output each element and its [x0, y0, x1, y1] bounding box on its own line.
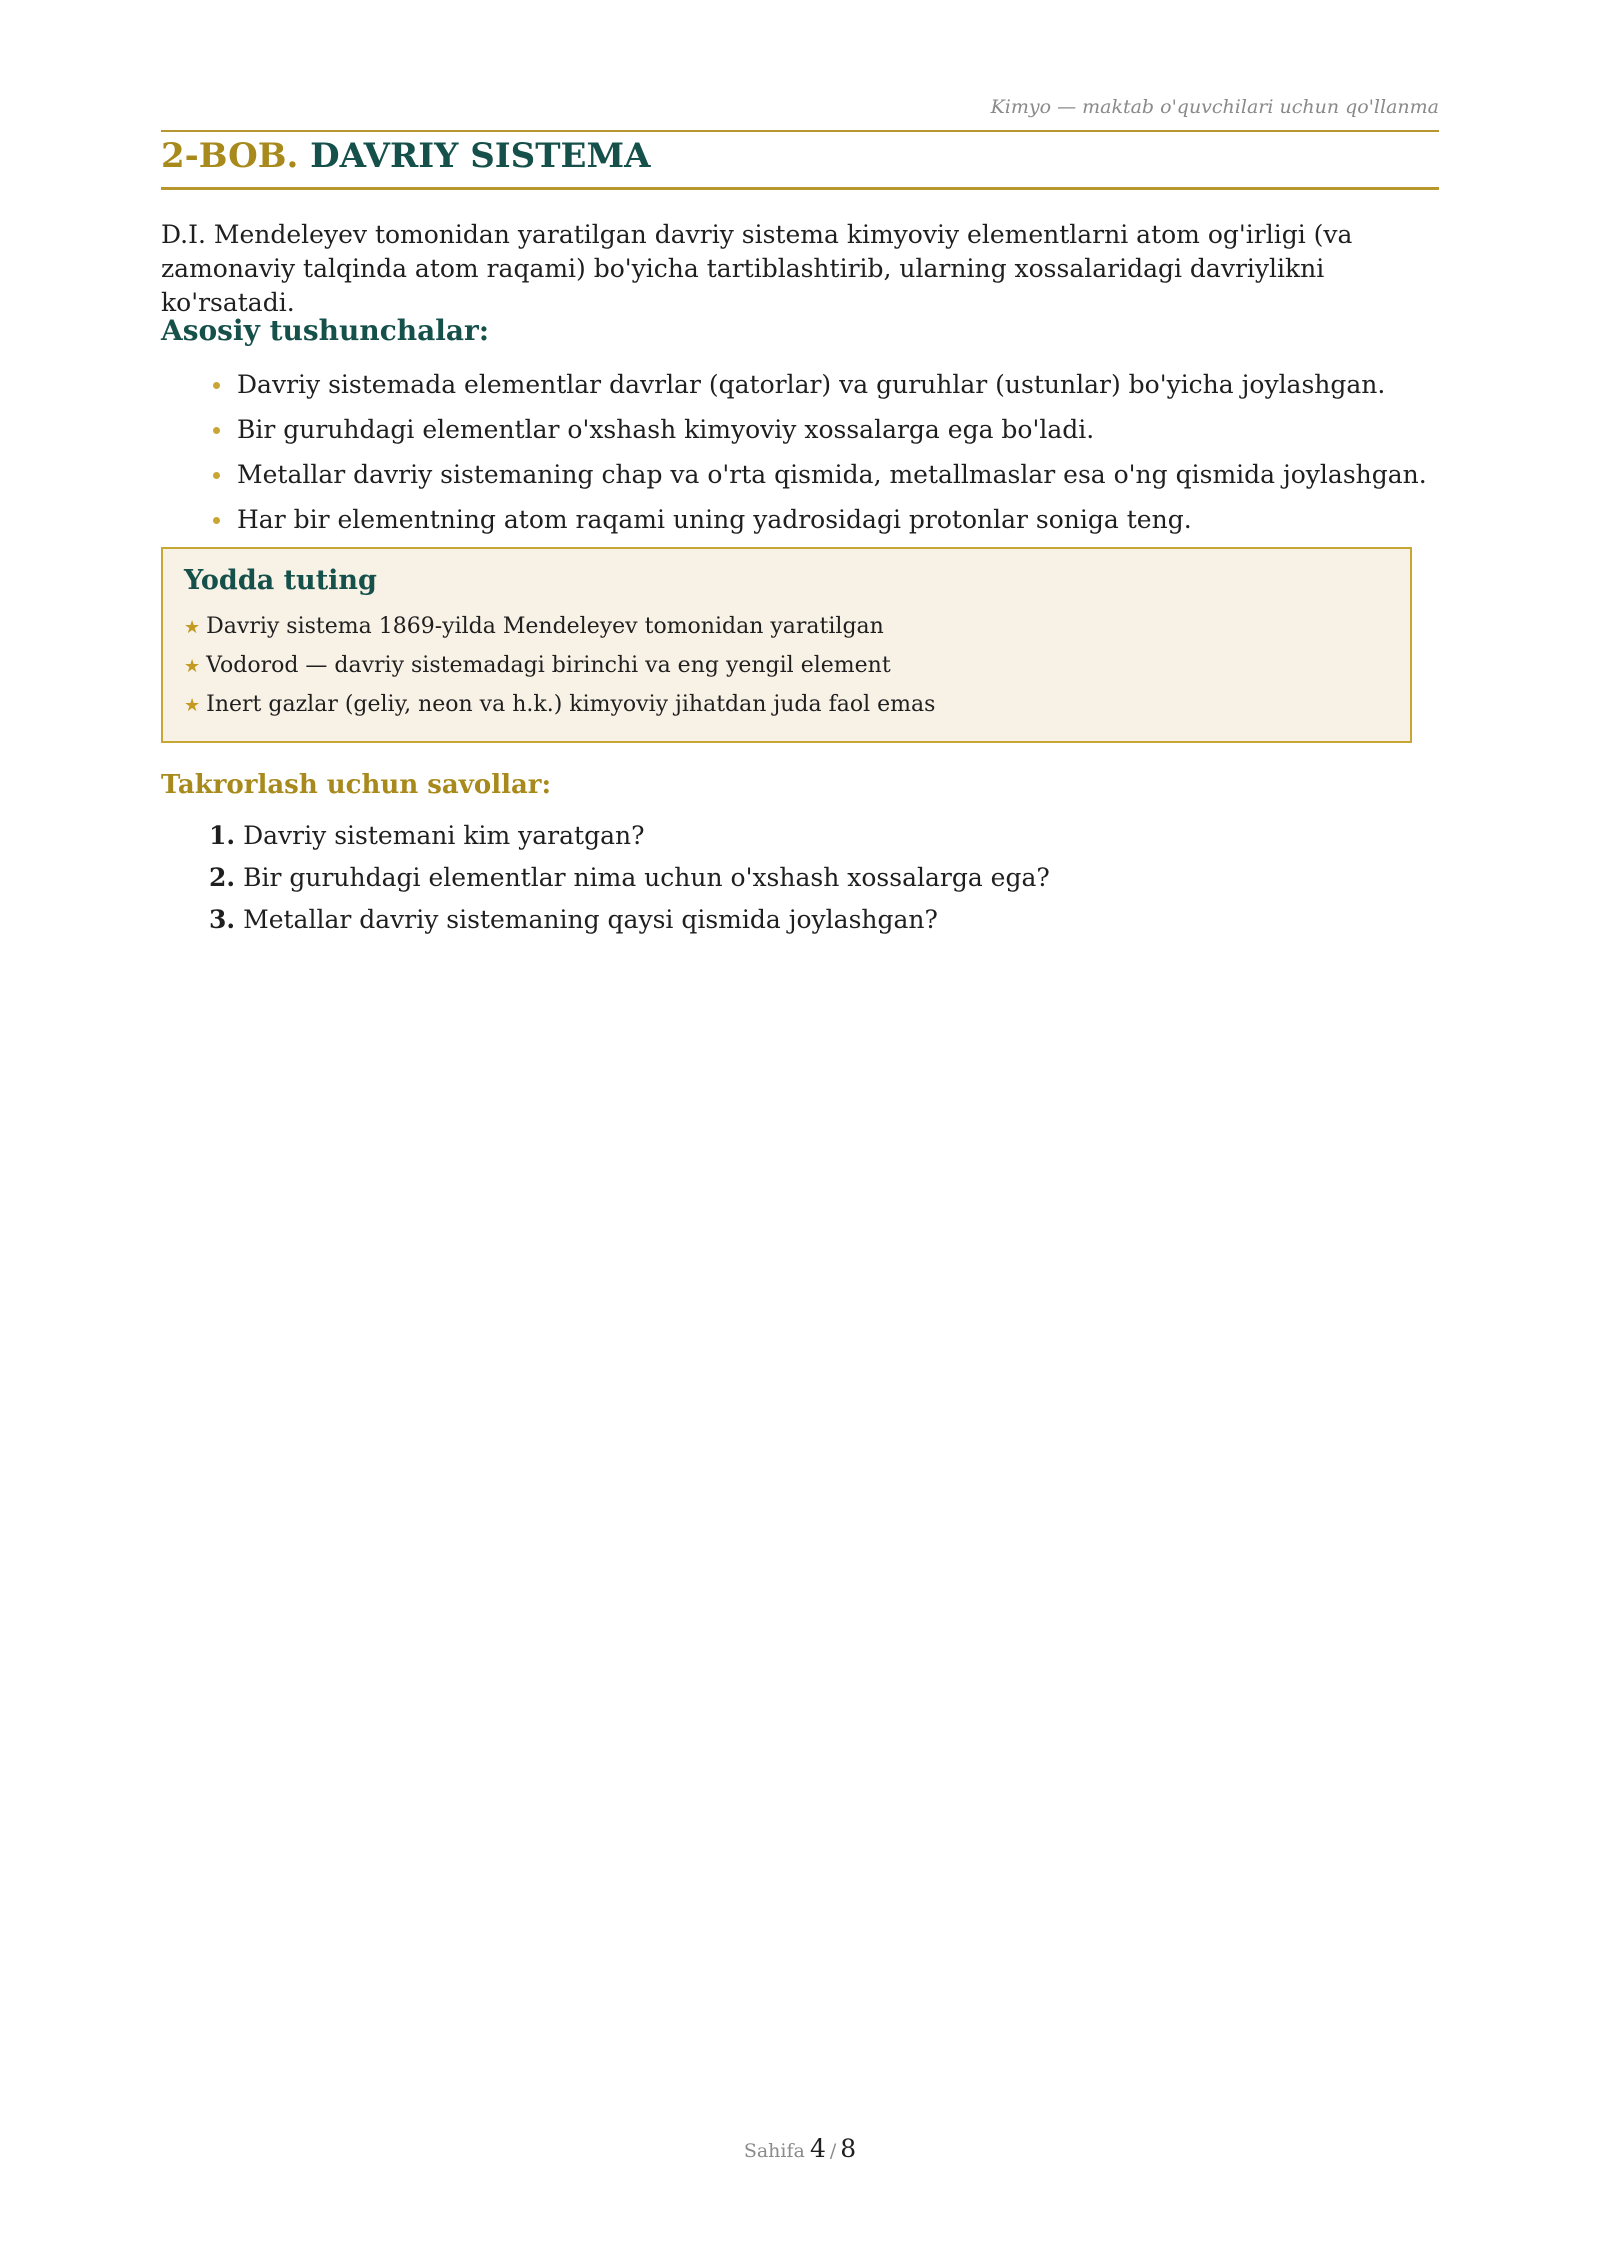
concept-text: Har bir elementning atom raqami uning yadrosidagi protonlar soniga teng.	[237, 505, 1192, 534]
page-separator: /	[829, 2140, 837, 2162]
remember-text: Davriy sistema 1869-yilda Mendeleyev tomonidan yaratilgan	[206, 614, 884, 639]
chapter-title	[161, 134, 650, 178]
question-text: Davriy sistemani kim yaratgan?	[243, 821, 645, 850]
concept-item	[211, 499, 1427, 544]
concept-text: Metallar davriy sistemaning chap va o'rta qismida, metallmaslar esa o'ng qismida joylashgan.	[237, 460, 1427, 489]
question-number: 2.	[209, 863, 236, 892]
question-text: Metallar davriy sistemaning qaysi qismida joylashgan?	[243, 905, 938, 934]
remember-item	[184, 686, 935, 725]
header-divider	[161, 130, 1439, 132]
running-header: Kimyo — maktab o'quvchilari uchun qo'llanma	[990, 96, 1439, 118]
page-label: Sahifa	[743, 2140, 805, 2162]
star-icon: ★	[184, 695, 201, 716]
page-total: 8	[840, 2134, 857, 2163]
concepts-list	[211, 364, 1427, 544]
concept-text: Davriy sistemada elementlar davrlar (qatorlar) va guruhlar (ustunlar) bo'yicha joylashgan.	[237, 370, 1386, 399]
concepts-heading: Asosiy tushunchalar:	[161, 314, 490, 347]
bullet-icon	[213, 427, 220, 434]
concept-item	[211, 454, 1427, 499]
chapter-number: 2-BOB.	[161, 136, 299, 176]
bullet-icon	[213, 382, 220, 389]
title-divider	[161, 187, 1439, 190]
question-item	[209, 858, 1050, 900]
page-current: 4	[809, 2134, 826, 2163]
question-number: 3.	[209, 905, 236, 934]
question-item	[209, 816, 1050, 858]
question-text: Bir guruhdagi elementlar nima uchun o'xshash xossalarga ega?	[243, 863, 1050, 892]
question-number: 1.	[209, 821, 236, 850]
intro-paragraph: D.I. Mendeleyev tomonidan yaratilgan davriy sistema kimyoviy elementlarni atom og'irligi (va zamonaviy talqinda atom raqami) bo'yicha tartiblashtirib, ularning xossalaridagi davriylikni ko'rsatadi.	[161, 220, 1353, 317]
remember-box	[161, 547, 1412, 743]
star-icon: ★	[184, 656, 201, 677]
remember-list	[184, 608, 935, 725]
page-footer	[0, 2134, 1600, 2163]
review-questions	[209, 816, 1050, 942]
bullet-icon	[213, 517, 220, 524]
remember-item	[184, 608, 935, 647]
concept-item	[211, 364, 1427, 409]
remember-title: Yodda tuting	[184, 565, 377, 596]
chapter-name: DAVRIY SISTEMA	[310, 136, 651, 176]
remember-text: Inert gazlar (geliy, neon va h.k.) kimyoviy jihatdan juda faol emas	[206, 692, 936, 717]
concept-text: Bir guruhdagi elementlar o'xshash kimyoviy xossalarga ega bo'ladi.	[237, 415, 1095, 444]
concept-item	[211, 409, 1427, 454]
remember-text: Vodorod — davriy sistemadagi birinchi va eng yengil element	[206, 653, 891, 678]
review-heading: Takrorlash uchun savollar:	[161, 770, 552, 800]
bullet-icon	[213, 472, 220, 479]
remember-item	[184, 647, 935, 686]
star-icon: ★	[184, 617, 201, 638]
question-item	[209, 900, 1050, 942]
